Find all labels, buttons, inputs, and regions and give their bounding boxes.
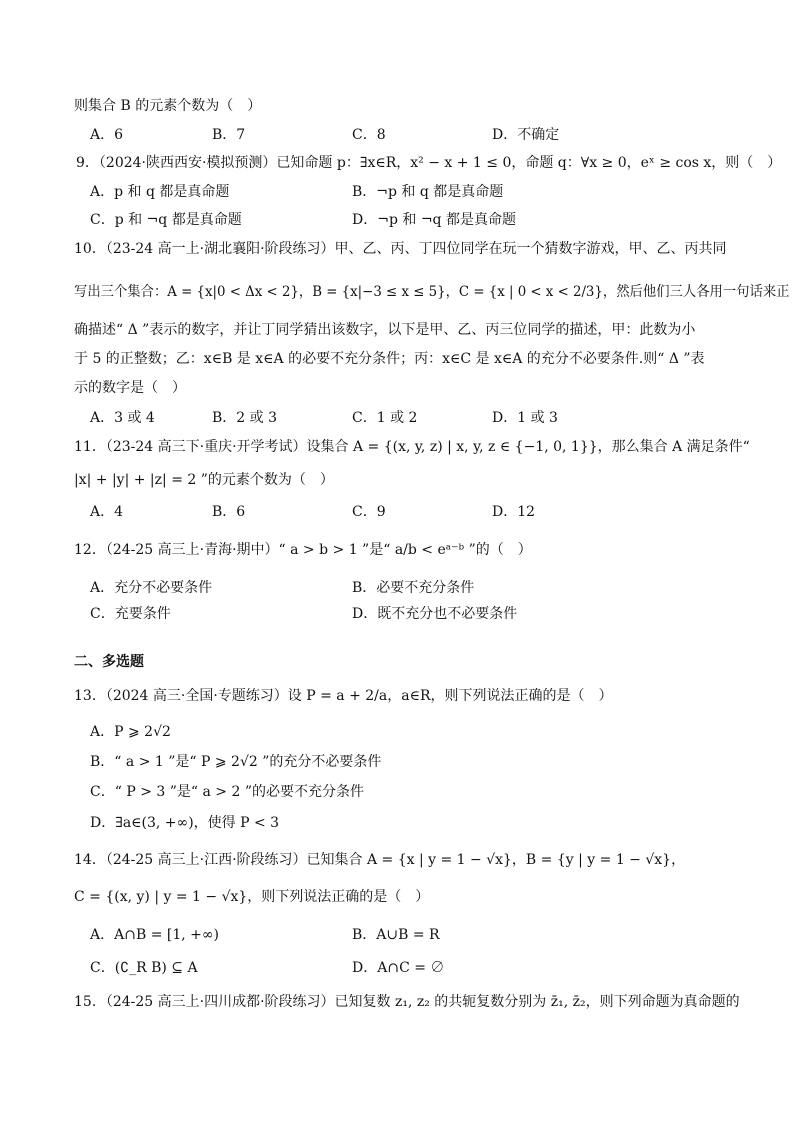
q10-line-3: 确描述“ Δ ”表示的数字，并让丁同学猜出该数字，以下是甲、乙、丙三位同学的描述，甲：此数为小: [74, 322, 696, 338]
q10-line-5: 示的数字是（ ）: [74, 380, 186, 396]
q9-option-a: A．p 和 q 都是真命题: [90, 184, 230, 200]
q8-option-a: A．6: [90, 127, 124, 143]
q14-line-2: C = {(x, y) | y = 1 − √x}，则下列说法正确的是（ ）: [74, 889, 430, 905]
q14-option-c: C．(∁_R B) ⊆ A: [90, 960, 198, 976]
q8-option-c: C．8: [352, 127, 386, 143]
q11-option-a: A．4: [90, 504, 124, 520]
q8-option-d: D．不确定: [492, 127, 560, 143]
q12-option-c: C．充要条件: [90, 606, 171, 622]
q14-option-d: D．A∩C = ∅: [352, 960, 445, 976]
q13-option-c: C．“ P > 3 ”是“ a > 2 ”的必要不充分条件: [90, 784, 364, 800]
q10-option-c: C．1 或 2: [352, 410, 418, 426]
q11-line-2: |x| + |y| + |z| = 2 ”的元素个数为（ ）: [74, 472, 334, 488]
q11-option-c: C．9: [352, 504, 386, 520]
q13-option-a: A．P ⩾ 2√2: [90, 724, 171, 740]
q12-option-d: D．既不充分也不必要条件: [352, 606, 518, 622]
q13-stem: 13．（2024 高三·全国·专题练习）设 P = a + 2/a，a∈R，则下列说法正确的是（ ）: [74, 688, 613, 704]
q14-option-b: B．A∪B = R: [352, 927, 440, 943]
q9-stem: 9．（2024·陕西西安·模拟预测）已知命题 p：∃x∈R，x² − x + 1 ≤ 0，命题 q：∀x ≥ 0，eˣ ≥ cos x，则（ ）: [76, 155, 782, 171]
q8-option-b: B．7: [212, 127, 246, 143]
q10-option-b: B．2 或 3: [212, 410, 278, 426]
q13-option-b: B．“ a > 1 ”是“ P ⩾ 2√2 ”的充分不必要条件: [90, 754, 382, 770]
q12-stem: 12．（24-25 高三上·青海·期中）“ a > b > 1 ”是“ a/b < eᵃ⁻ᵇ ”的（ ）: [74, 542, 532, 558]
q10-option-a: A．3 或 4: [90, 410, 155, 426]
q11-option-b: B．6: [212, 504, 246, 520]
q13-option-d: D．∃a∈(3, +∞)，使得 P < 3: [90, 815, 280, 831]
q15-stem: 15．（24-25 高三上·四川成都·阶段练习）已知复数 z₁, z₂ 的共轭复数分别为 z̄₁, z̄₂，则下列命题为真命题的: [74, 994, 740, 1010]
q10-option-d: D．1 或 3: [492, 410, 558, 426]
section-title: 二、多选题: [74, 654, 144, 670]
q9-option-c: C．p 和 ¬q 都是真命题: [90, 212, 242, 228]
q10-line-2: 写出三个集合：A = {x|0 < Δx < 2}，B = {x|−3 ≤ x ≤ 5}，C = {x | 0 < x < 2/3}，然后他们三人各用一句话来正: [74, 284, 790, 300]
q10-line-4: 于 5 的正整数；乙：x∈B 是 x∈A 的必要不充分条件；丙：x∈C 是 x∈A 的充分不必要条件.则“ Δ ”表: [74, 351, 705, 367]
q12-option-a: A．充分不必要条件: [90, 580, 213, 596]
q14-option-a: A．A∩B = [1, +∞): [90, 927, 219, 943]
q11-line-1: 11．（23-24 高三下·重庆·开学考试）设集合 A = {(x, y, z) | x, y, z ∈ {−1, 0, 1}}，那么集合 A 满足条件“: [74, 439, 750, 455]
q8-tail: 则集合 B 的元素个数为（ ）: [74, 98, 262, 114]
q9-option-d: D．¬p 和 ¬q 都是真命题: [352, 212, 516, 228]
q10-line-1: 10．（23-24 高一上·湖北襄阳·阶段练习）甲、乙、丙、丁四位同学在玩一个猜数字游戏，甲、乙、丙共同: [74, 241, 727, 257]
q12-option-b: B．必要不充分条件: [352, 580, 475, 596]
q11-option-d: D．12: [492, 504, 536, 520]
q9-option-b: B．¬p 和 q 都是真命题: [352, 184, 504, 200]
q14-line-1: 14．（24-25 高三上·江西·阶段练习）已知集合 A = {x | y = 1 − √x}，B = {y | y = 1 − √x}，: [74, 852, 686, 868]
